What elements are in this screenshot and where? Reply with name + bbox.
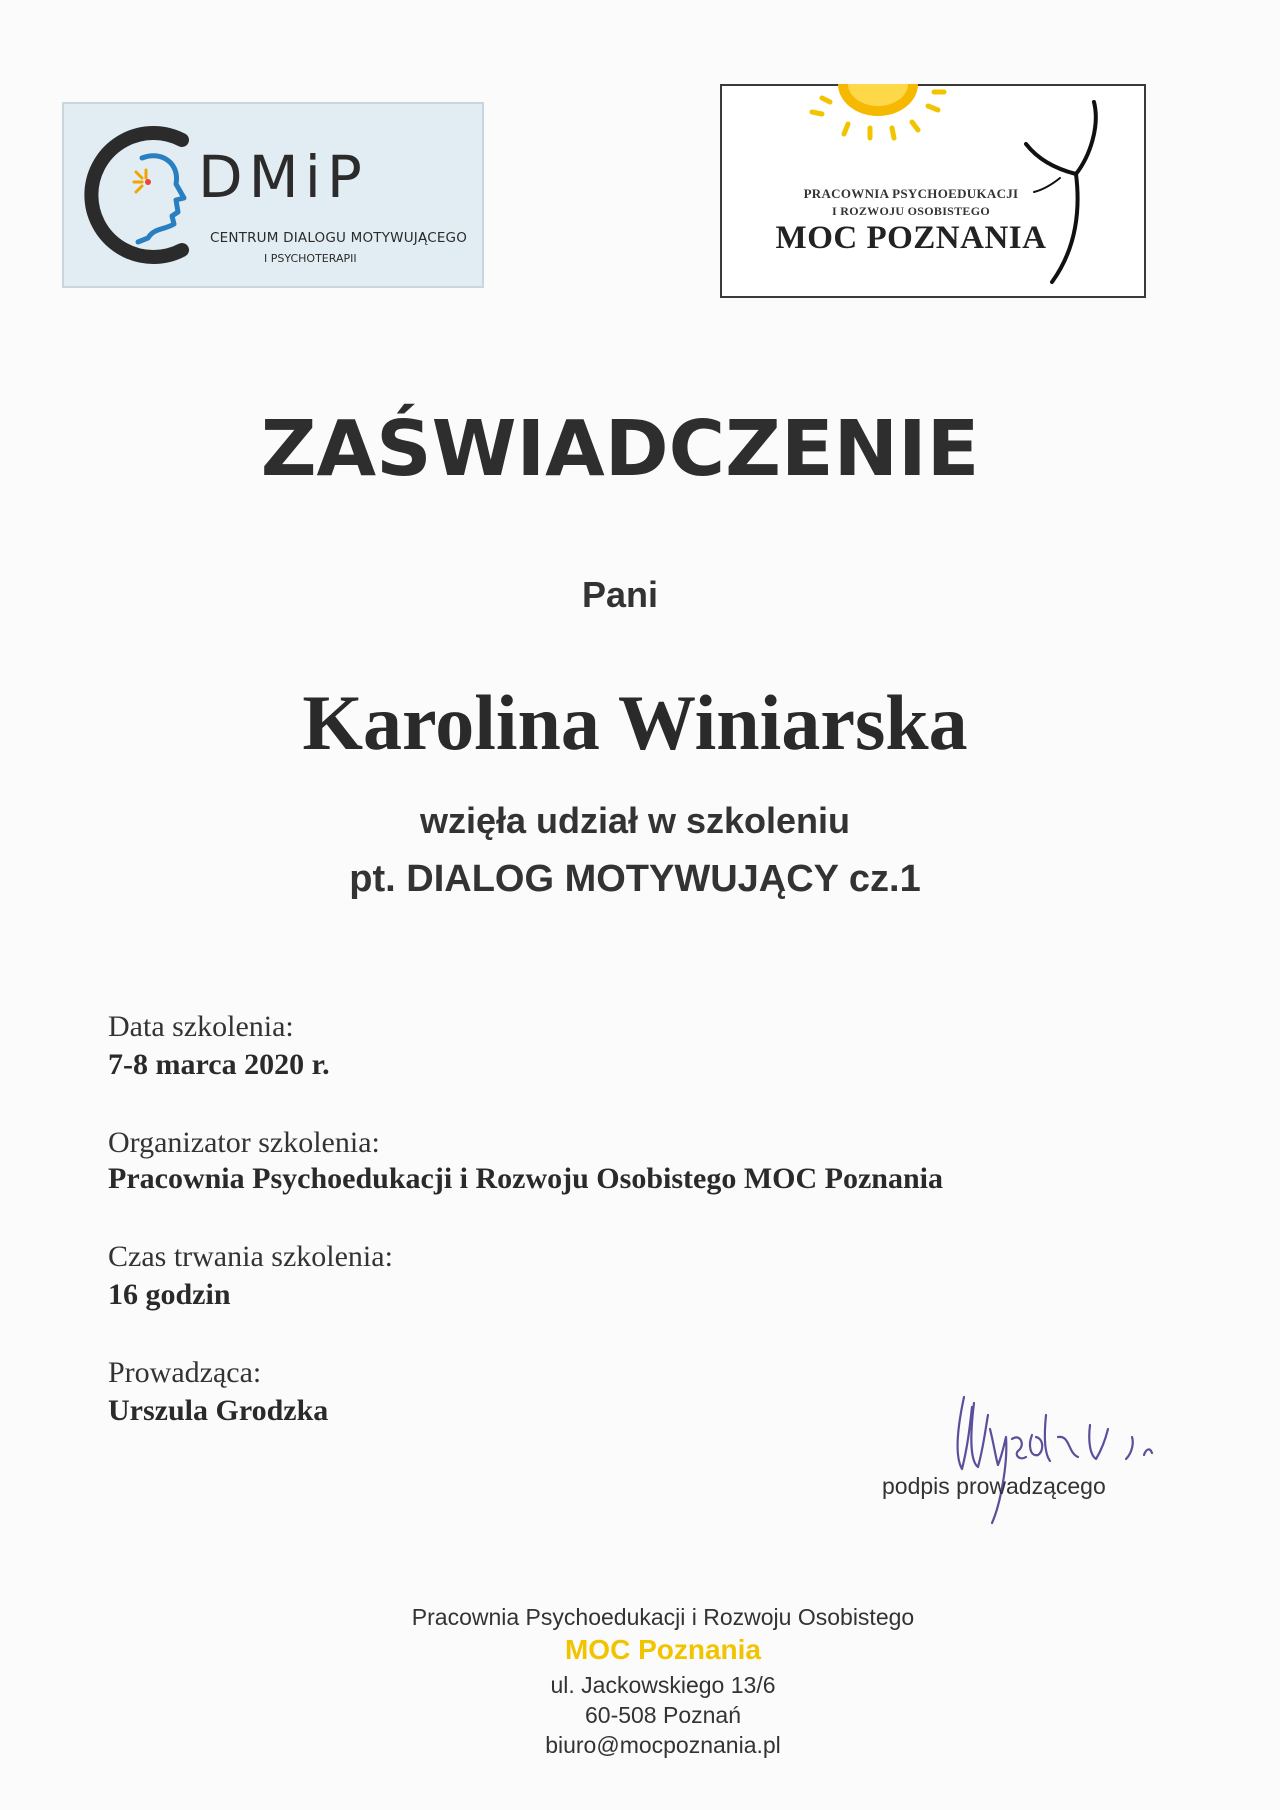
course-title: pt. DIALOG MOTYWUJĄCY cz.1	[349, 858, 921, 900]
footer-street: ul. Jackowskiego 13/6	[550, 1672, 776, 1698]
handwritten-signature	[940, 1385, 1230, 1525]
moc-line-1: PRACOWNIA PSYCHOEDUKACJI	[803, 186, 1019, 201]
signature-label: podpis prowadzącego	[882, 1473, 1106, 1499]
recipient-name: Karolina Winiarska	[302, 679, 968, 766]
instructor-label: Prowadząca:	[108, 1356, 262, 1389]
sun-icon	[808, 84, 948, 154]
organizer-label: Organizator szkolenia:	[108, 1126, 380, 1159]
footer-org: Pracownia Psychoedukacji i Rozwoju Osobistego	[411, 1604, 915, 1630]
date-label: Data szkolenia:	[108, 1010, 294, 1043]
footer-city: 60-508 Poznań	[584, 1702, 741, 1728]
cdmip-tagline-1: CENTRUM DIALOGU MOTYWUJĄCEGO	[210, 230, 468, 246]
cdmip-wordmark: DMiP	[198, 143, 368, 211]
date-value: 7-8 marca 2020 r.	[108, 1048, 330, 1081]
cdmip-head-icon	[84, 120, 214, 270]
cdmip-tagline-2: I PSYCHOTERAPII	[264, 252, 357, 265]
footer-email: biuro@mocpoznania.pl	[545, 1732, 781, 1758]
cdmip-logo	[62, 102, 484, 288]
footer-brand: MOC Poznania	[564, 1634, 761, 1665]
certificate-title: ZAŚWIADCZENIE	[260, 405, 980, 494]
moc-name: MOC POZNANIA	[775, 220, 1047, 256]
salutation: Pani	[581, 574, 659, 615]
duration-label: Czas trwania szkolenia:	[108, 1240, 393, 1273]
moc-line-2: I ROZWOJU OSOBISTEGO	[831, 204, 991, 218]
duration-value: 16 godzin	[108, 1278, 231, 1311]
moc-poznania-logo	[720, 84, 1146, 298]
organizer-value: Pracownia Psychoedukacji i Rozwoju Osobistego MOC Poznania	[108, 1162, 943, 1195]
instructor-value: Urszula Grodzka	[108, 1394, 329, 1427]
participation-text: wzięła udział w szkoleniu	[419, 800, 851, 841]
